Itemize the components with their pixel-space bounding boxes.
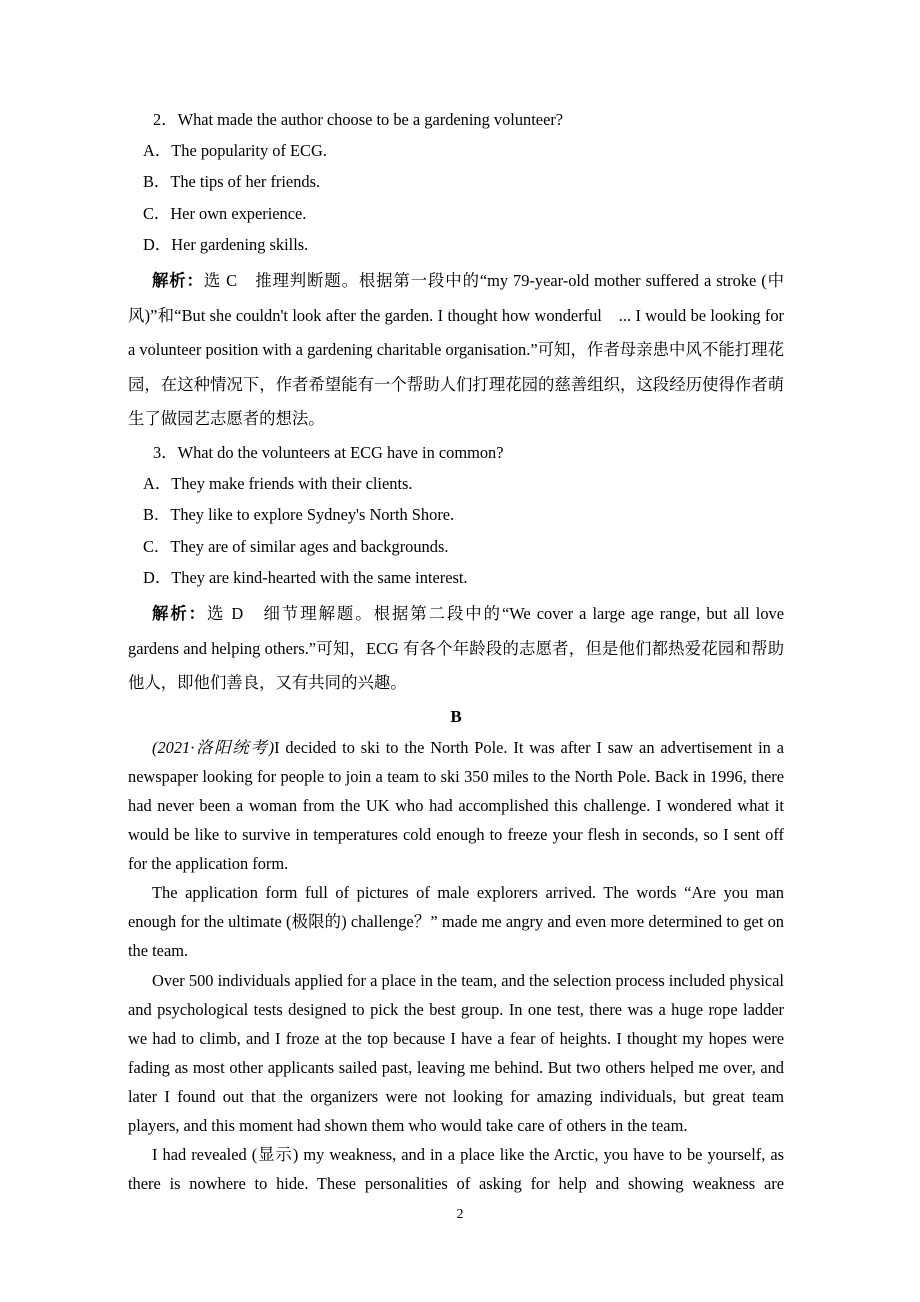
option-text: The popularity of ECG. (171, 141, 327, 161)
option-label: D． (143, 567, 172, 587)
option-label: A． (143, 141, 172, 161)
page-number: 2 (456, 1207, 464, 1222)
option-text: The tips of her friends. (170, 172, 321, 192)
question-3-analysis (128, 597, 784, 701)
passage-paragraph-1 (128, 733, 784, 878)
option-label: B． (143, 172, 171, 192)
passage-paragraph-3: Over 500 individuals applied for a place in the team, and the selection process included physical and psychological tests designed to pick the best group. In one test, there was a huge rope ladder we had to climb, and I froze at the top because I have a fear of heights. I thought my hopes were fading as most other applicants sailed past, leaving me behind. But two others helped me over, and later I found out that the organizers were not looking for amazing individuals, but great team players, and this moment had shown them who would take care of others in the team. (128, 970, 784, 1135)
question-3-option-d (128, 562, 784, 593)
analysis-label: 解析： (152, 271, 204, 291)
option-text: They are kind-hearted with the same interest. (171, 567, 468, 587)
option-label: A． (143, 474, 172, 494)
option-label: C． (143, 203, 171, 223)
question-2-option-d (128, 229, 784, 260)
option-text: They make friends with their clients. (171, 474, 413, 494)
option-text: They are of similar ages and backgrounds. (170, 536, 449, 556)
question-2-text: What made the author choose to be a gardening volunteer? (177, 110, 564, 129)
question-3-option-a (128, 468, 784, 499)
question-2-number: 2． (153, 110, 178, 129)
option-text: Her gardening skills. (171, 234, 309, 254)
question-3-number: 3． (153, 442, 178, 462)
question-3-text: What do the volunteers at ECG have in common? (177, 442, 504, 462)
option-text: They like to explore Sydney's North Shore. (170, 505, 455, 525)
analysis-label: 解析： (152, 604, 208, 623)
question-3-option-b (128, 499, 784, 530)
question-3-stem (128, 437, 784, 468)
option-label: B． (143, 505, 171, 525)
option-label: C． (143, 536, 171, 556)
option-label: D． (143, 234, 172, 254)
question-2-option-c (128, 198, 784, 229)
document-content (128, 104, 784, 1198)
analysis-text: 选 C 推理判断题。根据第一段中的“my 79-year-old mother suffered a stroke (中风)”和“But she couldn't look after the garden. I thought how wonderful ... I would be looking for a volunteer position with a gardening charitable organisation.”可知，作者母亲患中风不能打理花园，在这种情况下，作者希望能有一个帮助人们打理花园的慈善组织，这段经历使得作者萌生了做园艺志愿者的想法。 (128, 271, 785, 429)
question-3-block (128, 437, 784, 593)
paragraph-text: I decided to ski to the North Pole. It was after I saw an advertisement in a newspaper looking for people to join a team to ski 350 miles to the North Pole. Back in 1996, there had never been a woman from the UK who had accomplished this challenge. I wondered what it would be like to survive in temperatures cold enough to freeze your flesh in seconds, so I sent off for the application form. (128, 737, 784, 874)
analysis-text: 选 D 细节理解题。根据第二段中的“We cover a large age range, but all love gardens and helping others.”可知，ECG 有各个年龄段的志愿者，但是他们都热爱花园和帮助他人，即他们善良，又有共同的兴趣。 (128, 604, 784, 693)
question-2-option-a (128, 135, 784, 166)
question-3-option-c (128, 531, 784, 562)
question-2-stem (128, 104, 784, 135)
passage-paragraph-4: I had revealed (显示) my weakness, and in a place like the Arctic, you have to be yourself, as there is nowhere to hide. These personalities of asking for help and showing weakness are (128, 1145, 784, 1194)
section-b-header: B (450, 706, 462, 726)
exam-source-tag: (2021·洛阳统考) (152, 737, 275, 757)
option-text: Her own experience. (170, 203, 307, 223)
question-2-analysis (128, 264, 784, 437)
passage-paragraph-2: The application form full of pictures of male explorers arrived. The words “Are you man enough for the ultimate (极限的) challenge？” made me angry and even more determined to get on the team. (128, 883, 784, 961)
question-2-block (128, 104, 784, 260)
question-2-option-b (128, 166, 784, 197)
